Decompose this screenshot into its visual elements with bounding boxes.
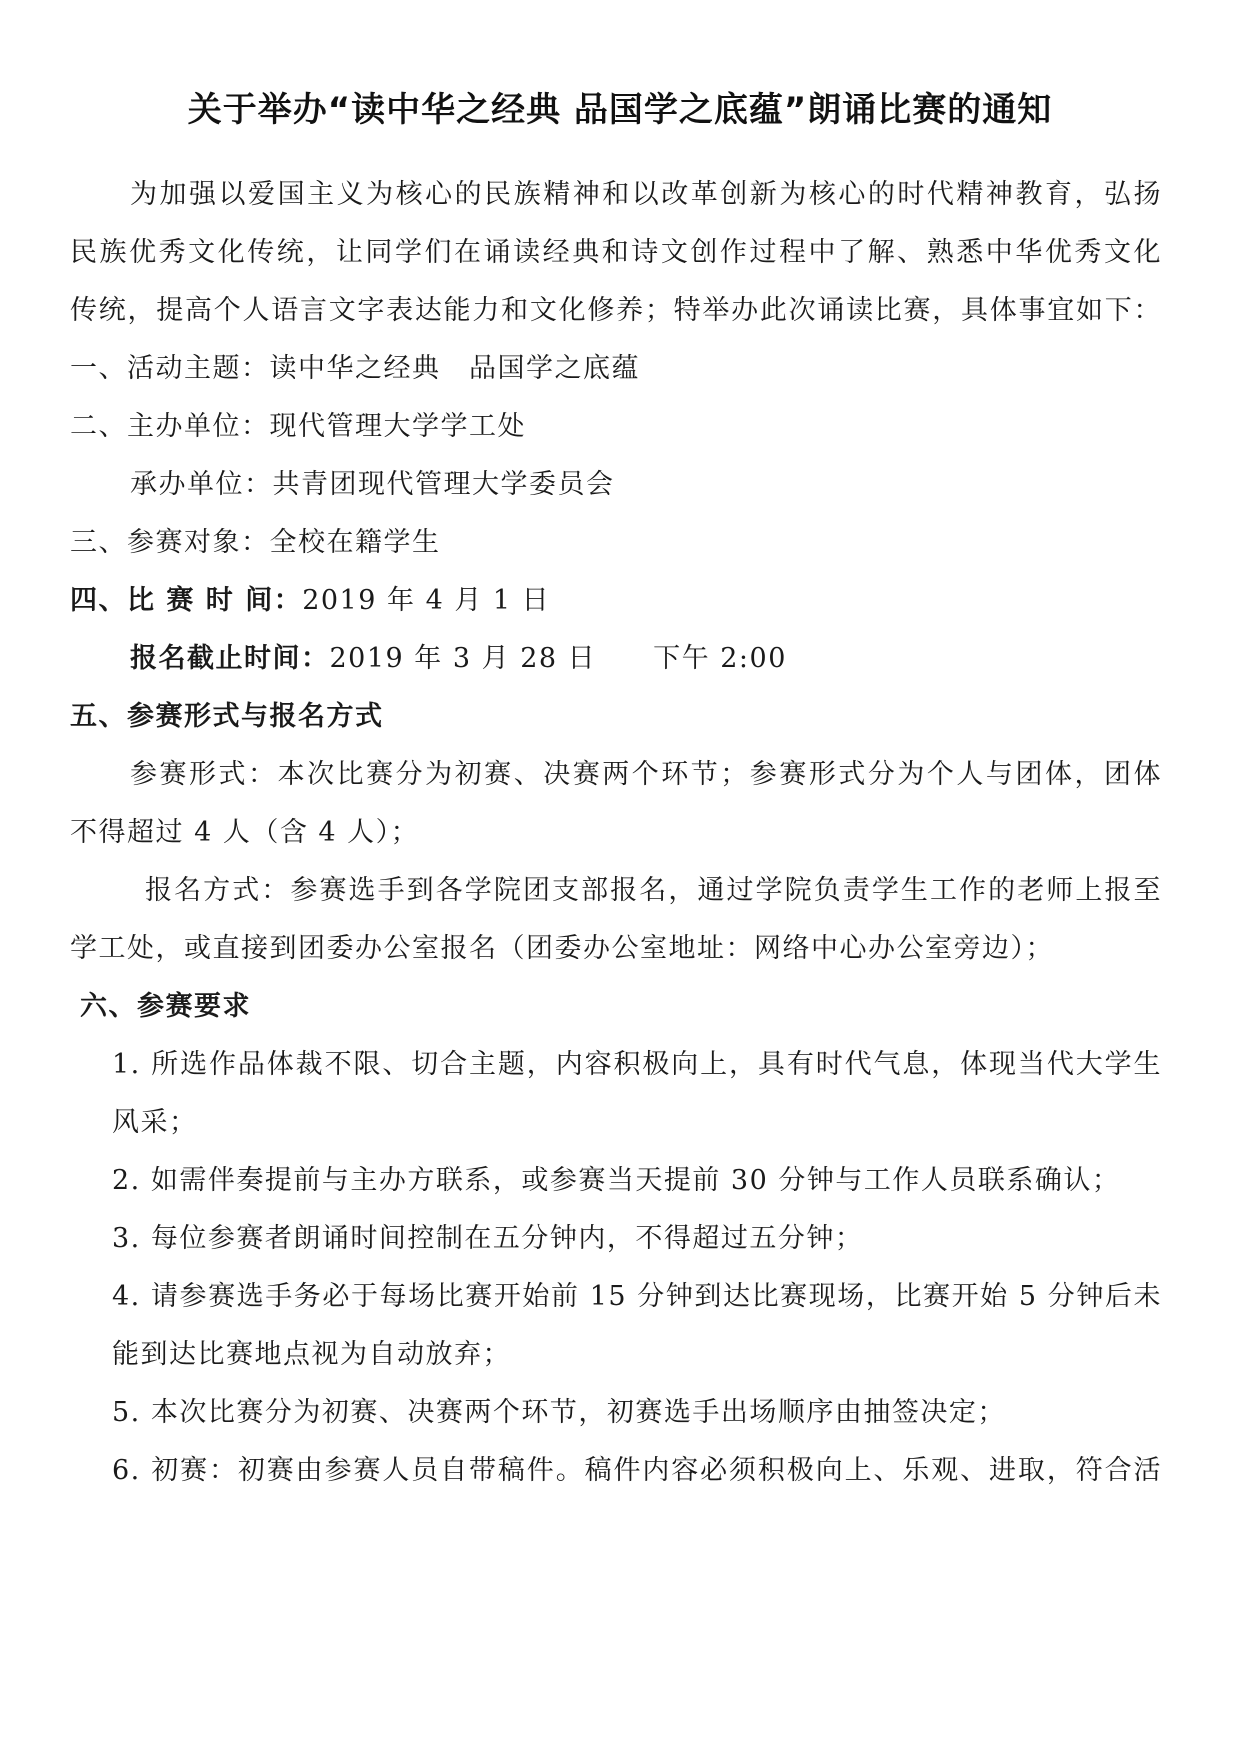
requirement-1: 1. 所选作品体裁不限、切合主题，内容积极向上，具有时代气息，体现当代大学生: [112, 1049, 1162, 1080]
registration-line-2: 学工处，或直接到团委办公室报名（团委办公室地址：网络中心办公室旁边）；: [70, 933, 1054, 964]
section-host: 二、主办单位：现代管理大学学工处: [70, 411, 526, 442]
format-line-2: 不得超过 4 人（含 4 人）；: [70, 817, 420, 848]
requirement-2: 2. 如需伴奏提前与主办方联系，或参赛当天提前 30 分钟与工作人员联系确认；: [112, 1165, 1121, 1196]
intro-line-1: 为加强以爱国主义为核心的民族精神和以改革创新为核心的时代精神教育，弘扬: [130, 179, 1162, 210]
deadline-line: [130, 636, 787, 675]
requirement-6: 6. 初赛：初赛由参赛人员自带稿件。稿件内容必须积极向上、乐观、进取，符合活: [112, 1455, 1162, 1486]
organizer-line: 承办单位：共青团现代管理大学委员会: [130, 469, 615, 500]
section-participants: 三、参赛对象：全校在籍学生: [70, 527, 441, 558]
requirement-1-cont: 风采；: [112, 1107, 198, 1138]
requirement-3: 3. 每位参赛者朗诵时间控制在五分钟内，不得超过五分钟；: [112, 1223, 864, 1254]
section-format-heading: 五、参赛形式与报名方式: [70, 701, 384, 732]
intro-line-2: 民族优秀文化传统，让同学们在诵读经典和诗文创作过程中了解、熟悉中华优秀文化: [70, 237, 1162, 268]
requirement-4: 4. 请参赛选手务必于每场比赛开始前 15 分钟到达比赛现场，比赛开始 5 分钟后未: [112, 1281, 1162, 1312]
section-time-label: 四、比 赛 时 间：: [70, 585, 303, 616]
document-title: 关于举办“读中华之经典 品国学之底蕴”朗诵比赛的通知: [187, 90, 1053, 130]
deadline-label: 报名截止时间：: [130, 643, 330, 674]
section-time: [70, 578, 550, 617]
deadline-value: 2019 年 3 月 28 日 下午 2:00: [329, 643, 787, 674]
requirement-5: 5. 本次比赛分为初赛、决赛两个环节，初赛选手出场顺序由抽签决定；: [112, 1397, 1006, 1428]
intro-line-3: 传统，提高个人语言文字表达能力和文化修养；特举办此次诵读比赛，具体事宜如下：: [70, 295, 1162, 326]
section-time-value: 2019 年 4 月 1 日: [302, 585, 551, 616]
requirement-4-cont: 能到达比赛地点视为自动放弃；: [112, 1339, 511, 1370]
section-requirements-heading: 六、参赛要求: [80, 991, 251, 1022]
section-theme: 一、活动主题：读中华之经典 品国学之底蕴: [70, 353, 640, 384]
registration-line-1: 报名方式：参赛选手到各学院团支部报名，通过学院负责学生工作的老师上报至: [145, 875, 1162, 906]
format-line-1: 参赛形式：本次比赛分为初赛、决赛两个环节；参赛形式分为个人与团体，团体: [130, 759, 1162, 790]
